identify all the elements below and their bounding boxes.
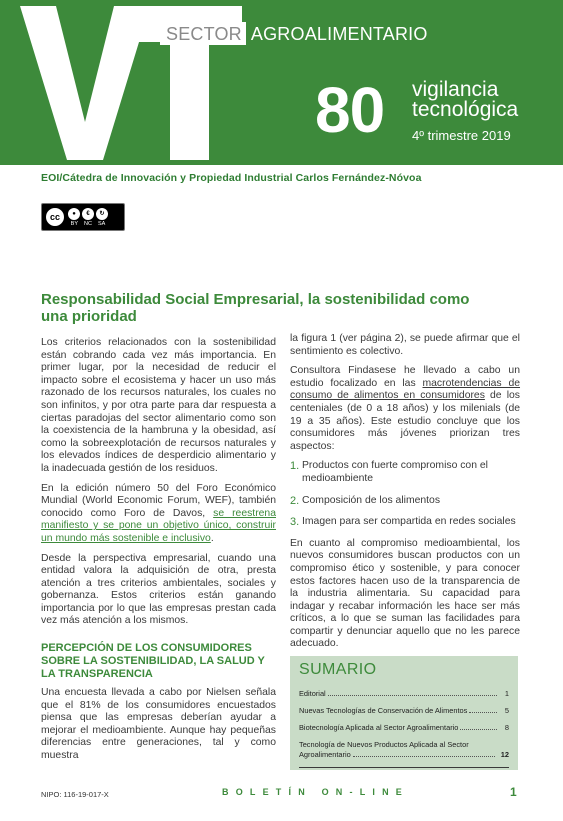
by-label: BY	[70, 220, 79, 227]
paragraph: Una encuesta llevada a cabo por Nielsen señala que el 81% de los consumidores encuestados piensa que las empresas deberían ayudar a mejorar el medioambiente. Aunque hay pequeñas diferencias entre generaciones, tal y como muestra	[41, 687, 276, 762]
list-item: 3. Imagen para ser compartida en redes sociales	[290, 516, 516, 529]
affiliation: EOI/Cátedra de Innovación y Propiedad Industrial Carlos Fernández-Nóvoa	[41, 172, 422, 184]
issue-number: 80	[315, 74, 385, 146]
sumario-divider	[299, 767, 509, 768]
toc-item[interactable]: Nuevas Tecnologías de Conservación de Alimentos 5	[299, 706, 509, 715]
cc-icon: cc	[45, 207, 65, 227]
nipo-code: NIPO: 116-19-017-X	[41, 790, 109, 799]
creative-commons-badge[interactable]	[41, 203, 125, 231]
sumario-title: SUMARIO	[299, 661, 377, 678]
cc-license-icons	[68, 208, 108, 227]
by-icon: ●	[68, 208, 80, 220]
macrotendencias-link[interactable]: macrotendencias de consumo de alimentos en consumidores	[290, 377, 521, 402]
paragraph: En cuanto al compromiso medioambiental, los nuevos consumidores buscan productos con un compromiso ético y sostenible, y para conocer estos factores hacen uso de la transparencia de la industria alimentaria. Su capacidad para indagar y recabar información les hace ser más críticos, a lo que se suman las facilidades para compartir y denunciar aquello que no les parece adecuado.	[290, 537, 520, 650]
paragraph: Desde la perspectiva empresarial, cuando una entidad valora la adquisición de otra, presta atención a tres criterios ambientales, sociales y gobernanza. Estos criterios están ganando importancia por lo que las empresas prestan cada vez más atención a los mismos.	[41, 552, 276, 627]
agro-word: AGROALIMENTARIO	[250, 24, 428, 44]
sector-word: SECTOR	[160, 22, 246, 45]
list-item: 2. Composición de los alimentos	[290, 494, 441, 507]
table-of-contents	[290, 656, 518, 770]
sector-band	[160, 22, 428, 45]
page-number: 1	[510, 785, 517, 799]
title-line-2: tecnológica	[412, 98, 519, 121]
paragraph: Consultora Findasese he llevado a cabo un estudio focalizado en las macrotendencias de consumo de alimentos en consumidores de los centeniales (de 0 a 18 años) y los milenials (de 19 a 35 años). Este estudio concluye que los consumidores más jóvenes priorizan tres aspectos:	[290, 365, 521, 452]
title-line-1: vigilancia	[412, 78, 499, 101]
nc-label: NC	[84, 220, 92, 227]
paragraph: Los criterios relacionados con la sostenibilidad están cobrando cada vez más importancia. En primer lugar, por la necesidad de reducir el impacto sobre el ecosistema y hacer un uso más razonado de los recursos naturales, los cuales no son infinitos, y por otra parte para dar respuesta a ciertas paradojas del sector alimentario como son la coexistencia de la hambruna y la obesidad, así como la sobreexplotación de recursos naturales y los elevados índices de desperdicio alimentario y la inadecuada gestión de los residuos.	[41, 337, 276, 474]
left-column	[41, 337, 276, 770]
sa-label: SA	[97, 220, 106, 227]
paragraph: la figura 1 (ver página 2), se puede afirmar que el sentimiento es colectivo.	[290, 333, 520, 357]
priority-list	[290, 460, 520, 528]
masthead	[0, 0, 563, 165]
toc-item[interactable]: Editorial 1	[299, 689, 509, 698]
nc-icon: €	[82, 208, 94, 220]
sa-icon: ↻	[96, 208, 108, 220]
manifesto-link[interactable]: se reestrena manifiesto y se pone un objetivo único, construir un mundo más sostenible e inclusivo	[41, 507, 276, 544]
toc-item[interactable]: Biotecnología Aplicada al Sector Agroalimentario 8	[299, 723, 509, 732]
article-title: Responsabilidad Social Empresarial, la sostenibilidad como una prioridad	[41, 291, 470, 325]
list-item: 1. Productos con fuerte compromiso con el medioambiente	[290, 460, 488, 484]
issue-quarter: 4º trimestre 2019	[412, 128, 511, 143]
toc-item[interactable]: Tecnología de Nuevos Productos Aplicada al Sector Agroalimentario 12	[299, 740, 509, 759]
paragraph: En la edición número 50 del Foro Económico Mundial (World Economic Forum, WEF), también conocido como Foro de Davos, se reestrena manifiesto y se pone un objetivo único, construir un mundo más sostenible e inclusivo.	[41, 482, 276, 544]
section-heading: PERCEPCIÓN DE LOS CONSUMIDORES SOBRE LA SOSTENIBILIDAD, LA SALUD Y LA TRANSPARENCIA	[41, 642, 265, 681]
right-column	[290, 333, 520, 658]
publication-title	[412, 80, 518, 120]
bulletin-label: BOLETÍN ON-LINE	[222, 787, 409, 797]
